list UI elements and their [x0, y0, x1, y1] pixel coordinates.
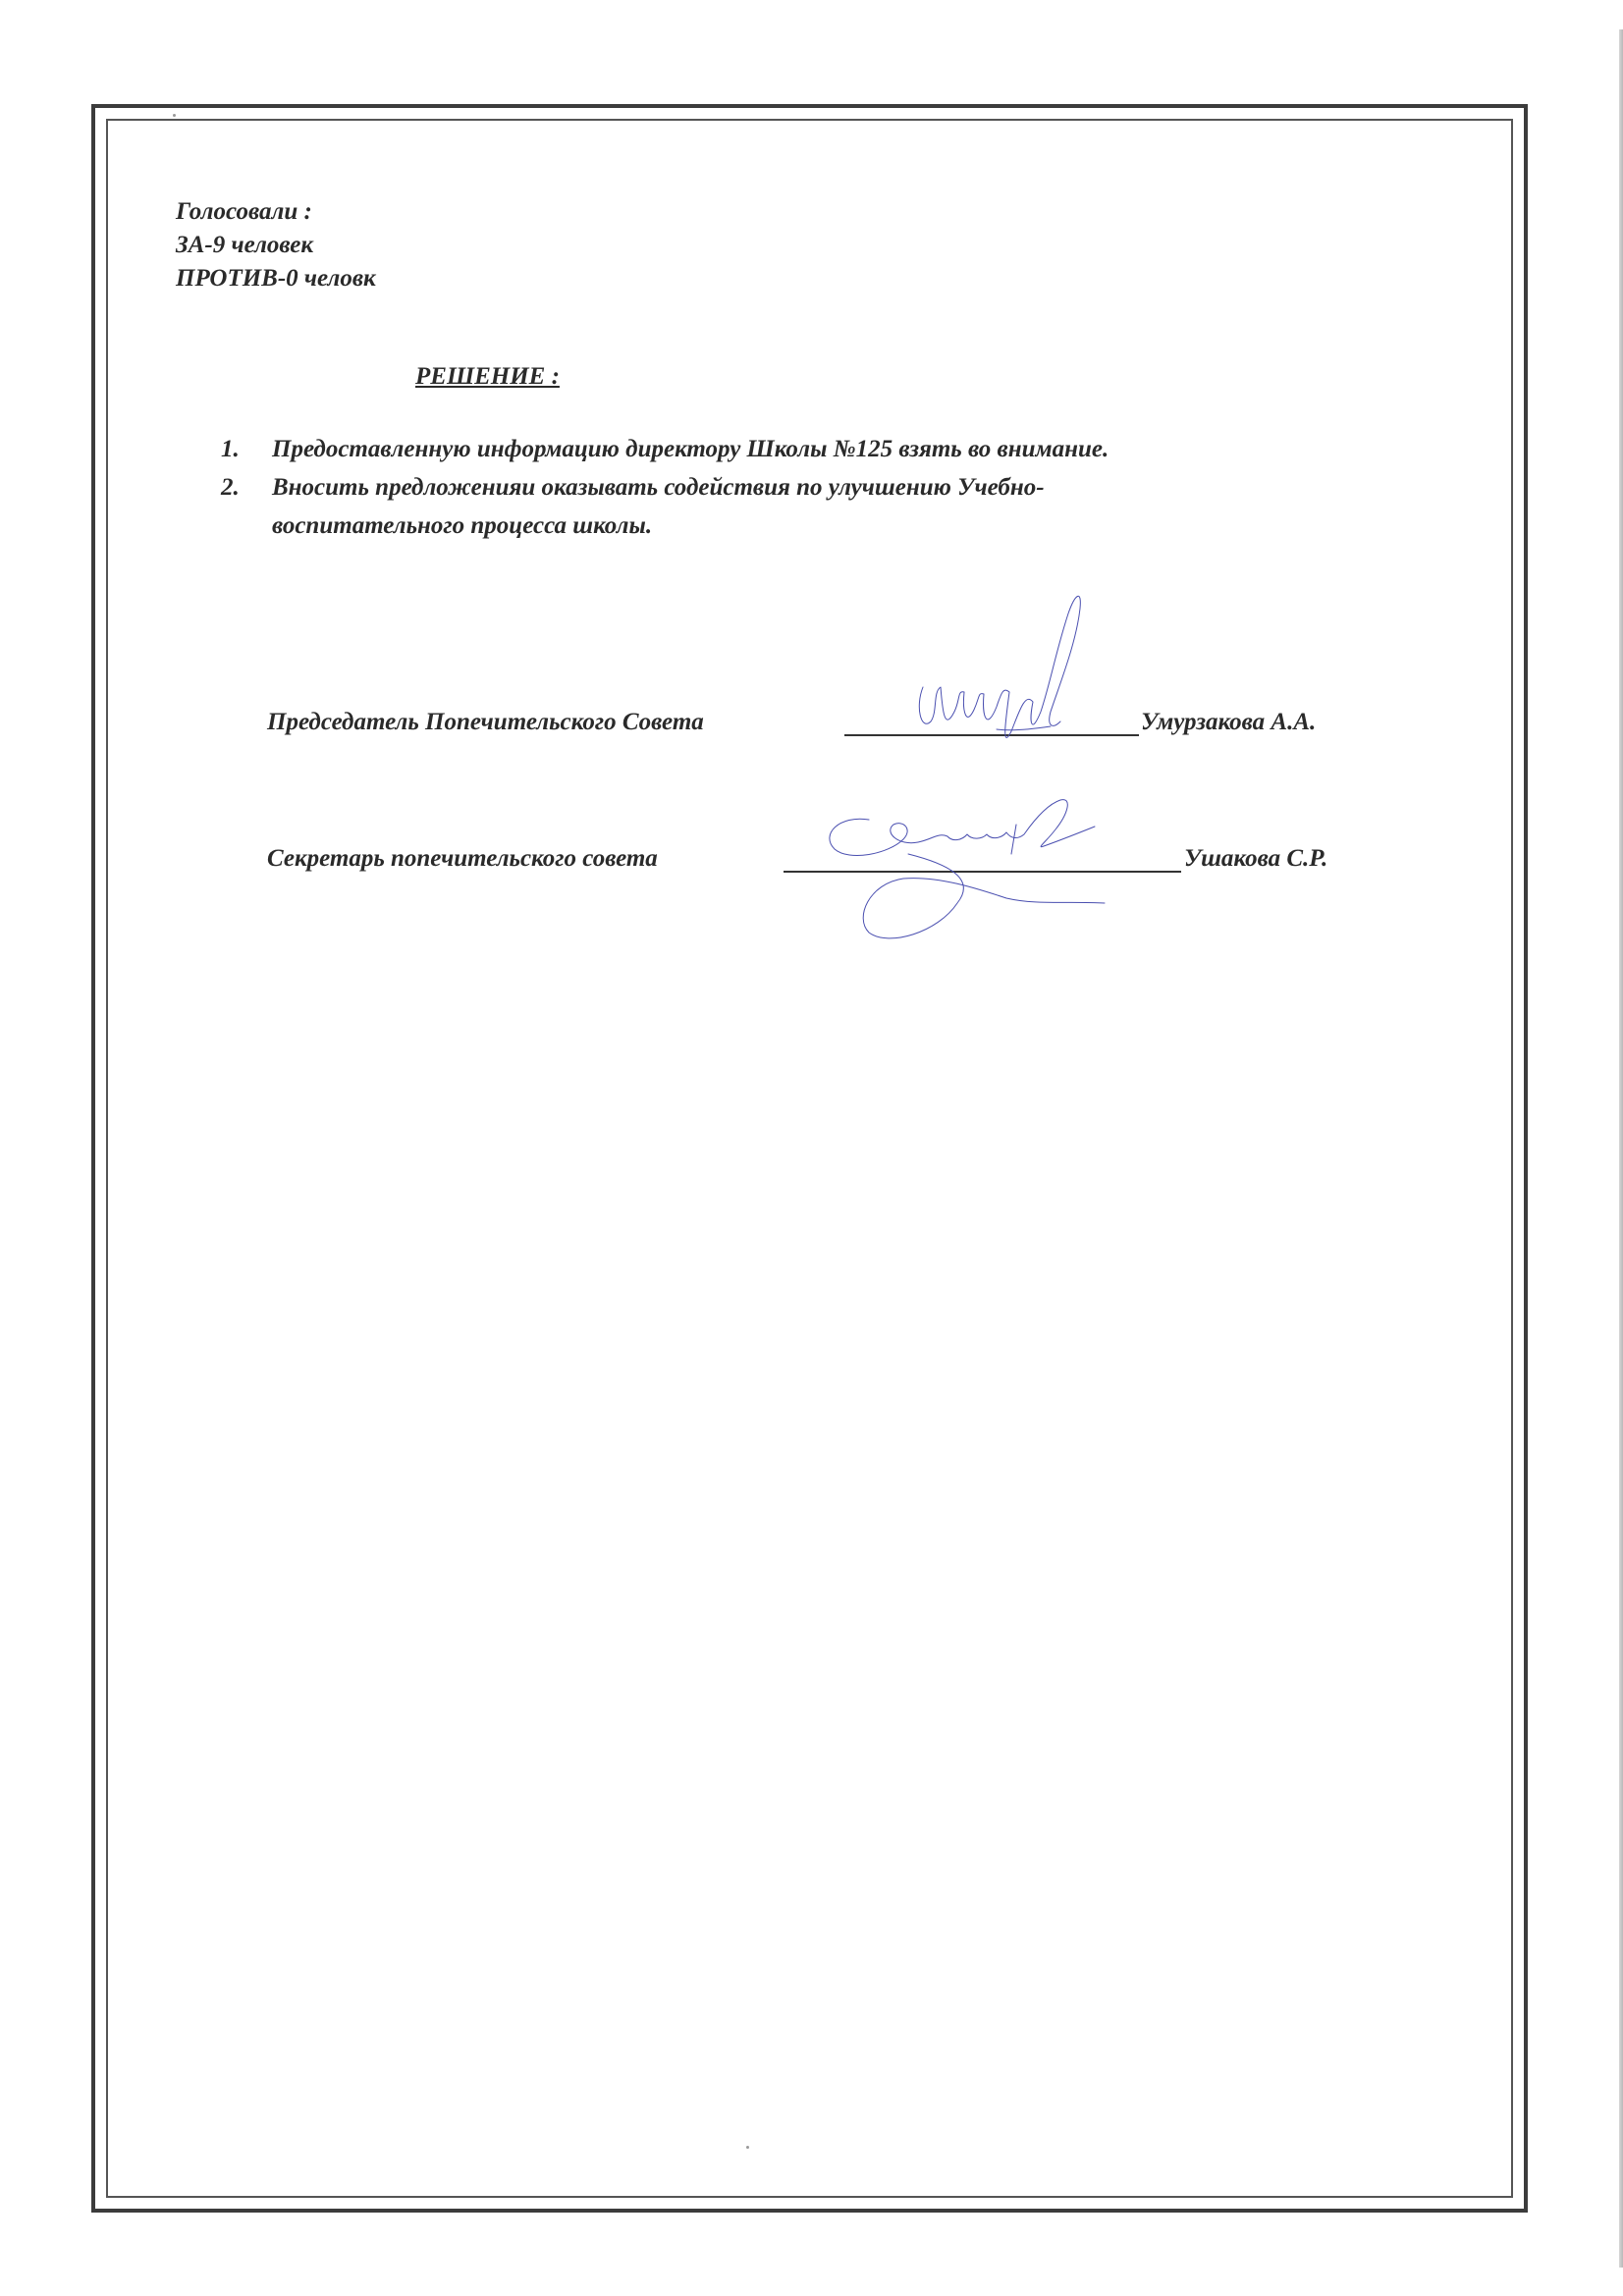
voting-against: ПРОТИВ-0 человк: [176, 265, 376, 292]
scan-speck: [746, 2146, 749, 2149]
decision-item-number: 2.: [221, 474, 240, 501]
decision-item-text-continued: воспитательного процесса школы.: [272, 512, 653, 539]
scan-speck: [173, 114, 176, 117]
secretary-signature: [810, 785, 1124, 957]
decision-item-text: Предоставленную информацию директору Школы №125 взять во внимание.: [272, 436, 1109, 462]
chair-role-label: Председатель Попечительского Совета: [267, 709, 704, 735]
page-border-inner: [106, 119, 1513, 2198]
chair-name: Умурзакова А.А.: [1141, 709, 1317, 735]
scan-edge: [1619, 29, 1623, 2268]
secretary-role-label: Секретарь попечительского совета: [267, 845, 658, 872]
decision-heading: РЕШЕНИЕ :: [415, 363, 560, 390]
decision-item-text: Вносить предложенияи оказывать содействия по улучшению Учебно-: [272, 474, 1045, 501]
decision-item-number: 1.: [221, 436, 240, 462]
secretary-name: Ушакова С.Р.: [1184, 845, 1328, 872]
voting-title: Голосовали :: [176, 198, 312, 225]
voting-for: ЗА-9 человек: [176, 232, 314, 258]
chair-signature: [903, 584, 1139, 766]
